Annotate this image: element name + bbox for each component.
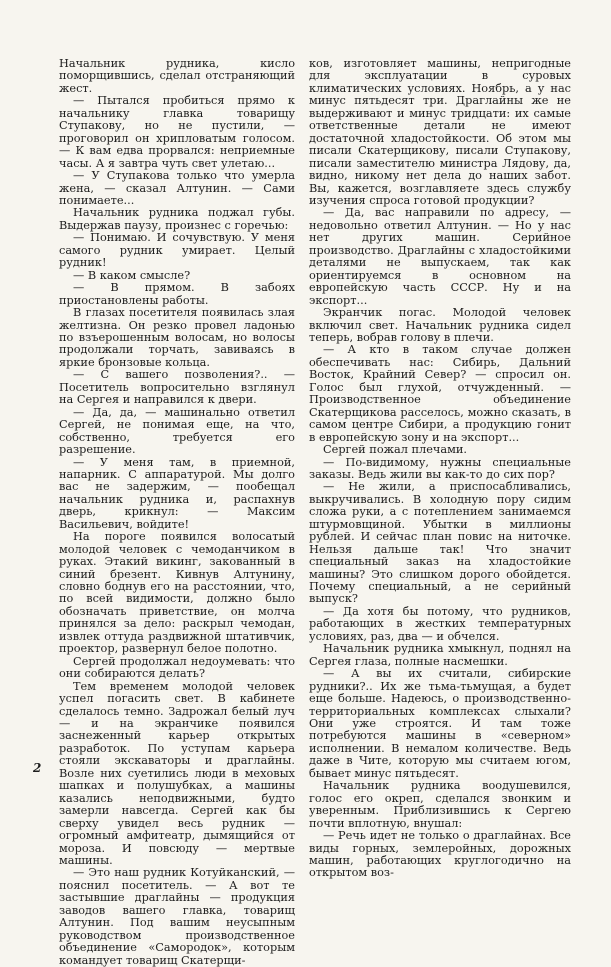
paragraph: — В прямом. В забоях приостановлены работы. bbox=[59, 281, 295, 307]
paragraph: Начальник рудника воодушевился, голос его окреп, сделался звонким и уверенным. Приблизившись к Сергею почти вплотную, внушал: bbox=[309, 779, 571, 830]
paragraph: Тем временем молодой человек успел погасить свет. В кабинете сделалось темно. Задрожал белый луч — и на экранчике появился заснеженный карьер открытых разработок. По уступам карьера стояли экскаваторы и драглайны. Возле них суетились люди в меховых шапках и полушубках, а машины казались неподвижными, будто замерли навсегда. Сергей как бы сверху увидел весь рудник — огромный амфитеатр, дымящийся от мороза. И повсюду — мертвые машины. bbox=[59, 679, 295, 867]
paragraph: — Понимаю. И сочувствую. У меня самого рудник умирает. Целый рудник! bbox=[59, 231, 295, 270]
paragraph: — У Ступакова только что умерла жена, — сказал Алтунин. — Сами понимаете... bbox=[59, 169, 295, 207]
paragraph: Сергей продолжал недоумевать: что они собираются делать? bbox=[59, 654, 295, 681]
paragraph: — По-видимому, нужны специальные заказы. Ведь жили вы как-то до сих пор? bbox=[309, 455, 571, 481]
paragraph: — А кто в таком случае должен обеспечивать нас: Сибирь, Дальний Восток, Крайний Север? — спросил он. Голос был глухой, отчужденный. — Производственное объединение Скатерщикова расселось, можно сказать, в самом центре Сибири, а продукцию гонит в европейскую зону и на экспорт... bbox=[309, 343, 571, 444]
paragraph: — С вашего позволения?.. — Посетитель вопросительно взглянул на Сергея и направился к двери. bbox=[59, 368, 295, 407]
paragraph: Экранчик погас. Молодой человек включил свет. Начальник рудника сидел теперь, вобрав голову в плечи. bbox=[309, 306, 571, 344]
paragraph: — Речь идет не только о драглайнах. Все виды горных, землеройных, дорожных машин, работающих круглогодично на открытом воз- bbox=[309, 829, 571, 880]
paragraph: — А вы их считали, сибирские рудники?.. Их же тьма-тьмущая, а будет еще больше. Надеюсь, о производственно-территориальных комплексах слыхали? Они уже строятся. И там тоже потребуются машины в «северном» исполнении. В немалом количестве. Ведь даже в Чите, которую мы считаем югом, бывает минус пятьдесят. bbox=[309, 667, 571, 780]
page-number: 2 bbox=[33, 761, 42, 775]
paragraph: Начальник рудника, кисло поморщившись, сделал отстраняющий жест. bbox=[59, 57, 295, 95]
paragraph: Начальник рудника хмыкнул, поднял на Сергея глаза, полные насмешки. bbox=[309, 642, 571, 668]
paragraph: На пороге появился волосатый молодой человек с чемоданчиком в руках. Этакий викинг, закованный в синий брезент. Кивнув Алтунину, словно боднув его на расстоянии, что, по всей видимости, должно было обозначать приветствие, он молча принялся за дело: раскрыл чемодан, извлек оттуда раздвижной штативчик, проектор, развернул белое полотно. bbox=[59, 530, 295, 656]
left-text-column bbox=[59, 58, 295, 967]
paragraph: В глазах посетителя появилась злая желтизна. Он резко провел ладонью по взъерошенным волосам, но волосы продолжали торчать, завиваясь в яркие бронзовые кольца. bbox=[59, 306, 295, 369]
paragraph: ков, изготовляет машины, непригодные для эксплуатации в суровых климатических условиях. Ноябрь, а у нас минус пятьдесят три. Драглайны же не выдерживают и минус тридцати: их самые ответственные детали не имеют достаточной хладостойкости. Об этом мы писали Скатерщикову, писали Ступакову, писали заместителю министра Лядову, да, видно, никому нет дела до наших забот. Вы, кажется, возглавляете здесь службу изучения спроса готовой продукции? bbox=[309, 57, 571, 207]
paragraph: — Да, да, — машинально ответил Сергей, не понимая еще, на что, собственно, требуется его разрешение. bbox=[59, 405, 295, 457]
paragraph: Начальник рудника поджал губы. Выдержав паузу, произнес с горечью: bbox=[59, 206, 295, 232]
paragraph: — У меня там, в приемной, напарник. С аппаратурой. Мы долго вас не задержим, — пообещал начальник рудника и, распахнув дверь, крикнул: — Максим Васильевич, войдите! bbox=[59, 455, 295, 531]
paragraph: — Не жили, а приспосабливались, выкручивались. В холодную пору сидим сложа руки, а с потеплением занимаемся штурмовщиной. Убытки в миллионы рублей. И сейчас план повис на ниточке. Нельзя дальше так! Что значит специальный заказ на хладостойкие машины? Это слишком дорого обойдется. Почему специальный, а не серийный выпуск? bbox=[309, 480, 571, 606]
paragraph: — Да хотя бы потому, что рудников, работающих в жестких температурных условиях, раз, два — и обчелся. bbox=[309, 604, 571, 643]
paragraph: — Это наш рудник Котуйканский, — пояснил посетитель. — А вот те застывшие драглайны — продукция заводов вашего главка, товарищ Алтунин. Под вашим неусыпным руководством производственное объединение «Самородок», которым командует товарищ Скатерщи- bbox=[59, 866, 295, 967]
paragraph: Сергей пожал плечами. bbox=[323, 443, 468, 457]
paragraph: — Пытался пробиться прямо к начальнику главка товарищу Ступакову, но не пустили, — проговорил он хрипловатым голосом. — К вам едва прорвался: неприемные часы. А я завтра чуть свет улетаю... bbox=[59, 94, 295, 170]
paragraph: — Да, вас направили по адресу, — недовольно ответил Алтунин. — Но у нас нет других машин. Серийное производство. Драглайны с хладостойкими деталями не выпускаем, так как ориентируемся в основном на европейскую часть СССР. Ну и на экспорт... bbox=[309, 206, 571, 307]
right-text-column bbox=[309, 58, 571, 880]
paragraph: — В каком смысле? bbox=[73, 268, 191, 282]
